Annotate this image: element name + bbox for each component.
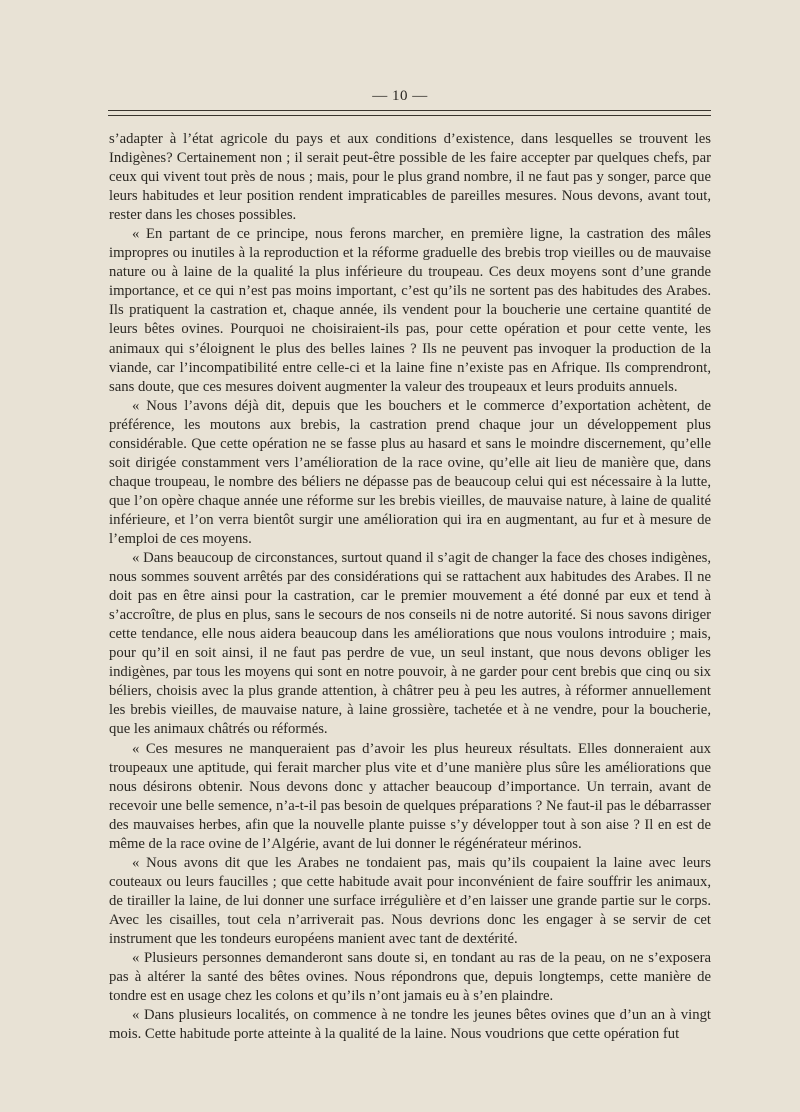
paragraph: « Nous avons dit que les Arabes ne tondaient pas, mais qu’ils coupaient la laine avec leurs couteaux ou leurs faucilles ; que cette habitude avait pour inconvénient de faire souffrir les animaux, de tirailler la laine, de lui donner une surface irrégulière et d’en laisser une grande partie sur le corps. Avec les cisailles, tout cela n’arriverait pas. Nous devrions donc les engager à se servir de cet instrument que les tondeurs européens manient avec tant de dextérité. bbox=[109, 854, 711, 947]
paragraph: « Dans beaucoup de circonstances, surtout quand il s’agit de changer la face des choses indigènes, nous sommes souvent arrêtés par des considérations qui se rattachent aux habitudes des Arabes. Il ne doit pas en être ainsi pour la castration, car le premier mouvement a été donné par eux et tend à s’accroître, de plus en plus, sans le secours de nos conseils ni de notre autorité. Si nous savons diriger cette tendance, elle nous aidera beaucoup dans les améliorations que nous voulons introduire ; mais, pour qu’il en soit ainsi, il ne faut pas perdre de vue, un seul instant, que nous devons obliger les indigènes, par tous les moyens qui sont en notre pouvoir, à ne garder pour cent brebis que cinq ou six béliers, choisis avec la plus grande attention, à châtrer peu à peu les autres, à réformer annuellement les brebis vieilles, de mauvaise nature, à laine grossière, tachetée et à ne vendre, pour la boucherie, que les animaux châtrés ou réformés. bbox=[109, 550, 711, 738]
header-double-rule bbox=[108, 110, 711, 116]
page-number-header: — 10 — bbox=[372, 88, 428, 104]
paragraph: « Ces mesures ne manqueraient pas d’avoir les plus heureux résultats. Elles donneraient aux troupeaux une aptitude, qui ferait marcher plus vite et d’une manière plus sûre les améliorations que nous désirons obtenir. Nous devons donc y attacher beaucoup d’importance. Un terrain, avant de recevoir une belle semence, n’a-t-il pas besoin de quelques préparations ? Ne faut-il pas le débarrasser des mauvaises herbes, afin que la nouvelle plante puisse s’y développer tout à son aise ? Il en est de même de la race ovine de l’Algérie, avant de lui donner le régénérateur mérinos. bbox=[109, 740, 711, 852]
body-text bbox=[109, 130, 711, 1044]
paragraph: « Plusieurs personnes demanderont sans doute si, en tondant au ras de la peau, on ne s’exposera pas à altérer la santé des bêtes ovines. Nous répondrons que, depuis longtemps, cette manière de tondre est en usage chez les colons et qu’ils n’ont jamais eu à s’en plaindre. bbox=[109, 950, 711, 1005]
paragraph: s’adapter à l’état agricole du pays et aux conditions d’existence, dans lesquelles se trouvent les Indigènes? Certainement non ; il serait peut-être possible de les faire accepter par quelques chefs, par ceux qui vivent tout près de nous ; mais, pour le plus grand nombre, il ne faut pas y songer, parce que leurs habitudes et leur position rendent impraticables de pareilles mesures. Nous devons, avant tout, rester dans les choses possibles. bbox=[109, 131, 711, 224]
paragraph: « Nous l’avons déjà dit, depuis que les bouchers et le commerce d’exportation achètent, de préférence, les moutons aux brebis, la castration prend chaque jour un développement plus considérable. Que cette opération ne se fasse plus au hasard et sans le moindre discernement, qu’elle soit dirigée constamment vers l’amélioration de la race ovine, qu’elle ait lieu de manière que, dans chaque troupeau, le nombre des béliers ne dépasse pas de beaucoup celui qui est nécessaire à la lutte, que l’on opère chaque année une réforme sur les brebis vieilles, de mauvaise nature, à laine de qualité inférieure, et l’on verra bientôt surgir une amélioration qui ira en augmentant, au fur et à mesure de l’emploi de ces moyens. bbox=[109, 397, 711, 547]
paragraph: « Dans plusieurs localités, on commence à ne tondre les jeunes bêtes ovines que d’un an à vingt mois. Cette habitude porte atteinte à la qualité de la laine. Nous voudrions que cette opération fut bbox=[109, 1007, 711, 1043]
paragraph: « En partant de ce principe, nous ferons marcher, en première ligne, la castration des mâles impropres ou inutiles à la reproduction et la réforme graduelle des brebis trop vieilles ou de mauvaise nature ou à laine de la qualité la plus inférieure du troupeau. Ces deux moyens sont d’une grande importance, et ce qui n’est pas moins important, c’est qu’ils ne sortent pas des habitudes des Arabes. Ils pratiquent la castration et, chaque année, ils vendent pour la boucherie une certaine quantité de leurs bêtes ovines. Pourquoi ne choisiraient-ils pas, pour cette opération et pour cette vente, les animaux qui s’éloignent le plus des belles laines ? Ils ne peuvent pas invoquer la production de la viande, car l’incompatibilité entre celle-ci et la laine fine n’existe pas en Afrique. Ils comprendront, sans doute, que ces mesures doivent augmenter la valeur des troupeaux et leurs produits annuels. bbox=[109, 226, 711, 395]
